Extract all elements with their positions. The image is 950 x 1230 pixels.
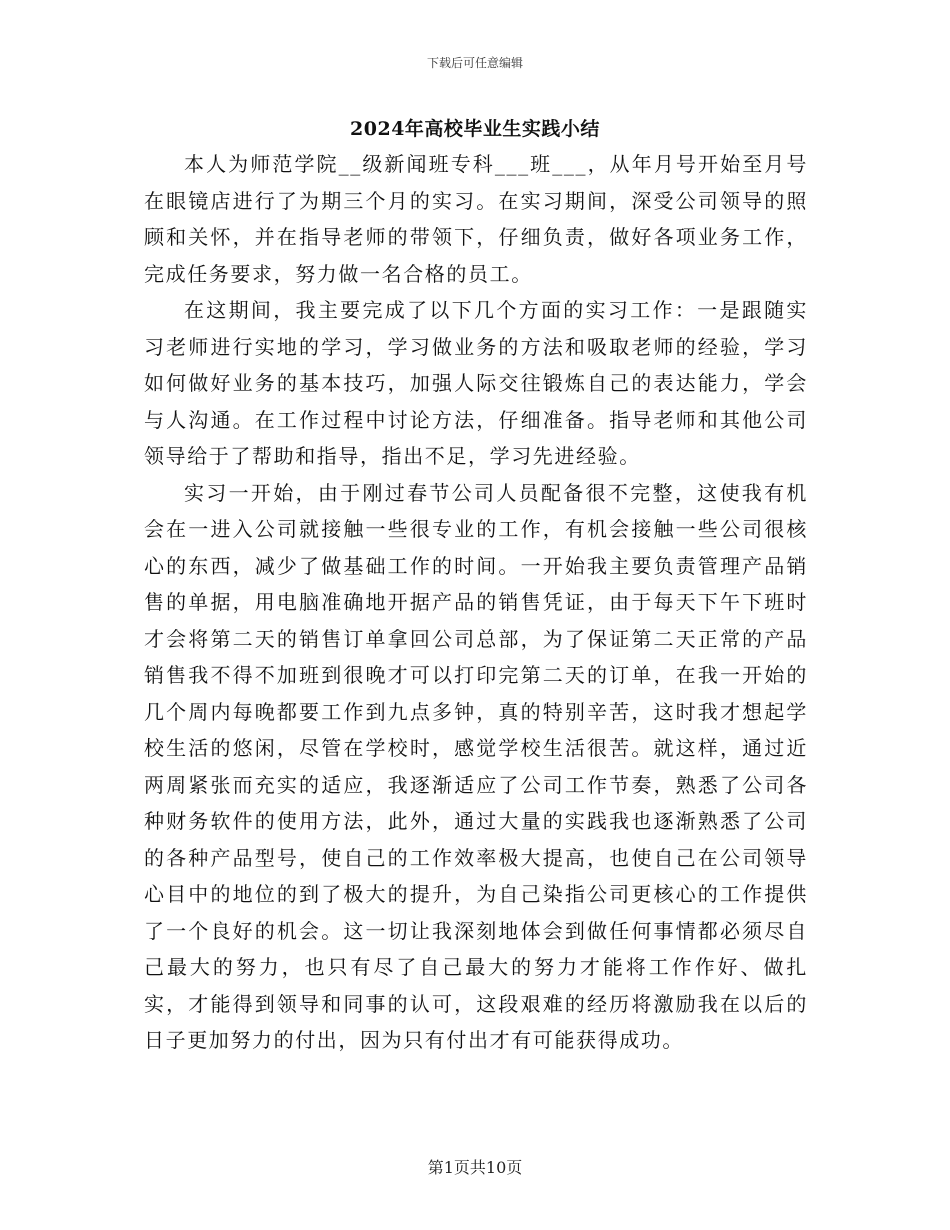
paragraph-3: 实习一开始，由于刚过春节公司人员配备很不完整，这使我有机会在一进入公司就接触一些很专业的工作，有机会接触一些公司很核心的东西，减少了做基础工作的时间。一开始我主要负责管理产品销售的单据，用电脑准确地开据产品的销售凭证，由于每天下午下班时才会将第二天的销售订单拿回公司总部，为了保证第二天正常的产品销售我不得不加班到很晚才可以打印完第二天的订单，在我一开始的几个周内每晚都要工作到九点多钟，真的特别辛苦，这时我才想起学校生活的悠闲，尽管在学校时，感觉学校生活很苦。就这样，通过近两周紧张而充实的适应，我逐渐适应了公司工作节奏，熟悉了公司各种财务软件的使用方法，此外，通过大量的实践我也逐渐熟悉了公司的各种产品型号，使自己的工作效率极大提高，也使自己在公司领导心目中的地位的到了极大的提升，为自己染指公司更核心的工作提供了一个良好的机会。这一切让我深刻地体会到做任何事情都必须尽自己最大的努力，也只有尽了自己最大的努力才能将工作作好、做扎实，才能得到领导和同事的认可，这段艰难的经历将激励我在以后的日子更加努力的付出，因为只有付出才有可能获得成功。	[144, 480, 808, 1052]
page-number-footer: 第1页共10页	[427, 1158, 523, 1177]
document-body	[144, 146, 808, 1059]
paragraph-1: 本人为师范学院__级新闻班专科___班___，从年月号开始至月号在眼镜店进行了为期三个月的实习。在实习期间，深受公司领导的照顾和关怀，并在指导老师的带领下，仔细负责，做好各项业务工作，完成任务要求，努力做一名合格的员工。	[144, 152, 808, 286]
document-title: 2024年高校毕业生实践小结	[350, 118, 600, 140]
header-note: 下载后可任意编辑	[426, 56, 523, 70]
paragraph-2: 在这期间，我主要完成了以下几个方面的实习工作：一是跟随实习老师进行实地的学习，学习做业务的方法和吸取老师的经验，学习如何做好业务的基本技巧，加强人际交往锻炼自己的表达能力，学会与人沟通。在工作过程中讨论方法，仔细准备。指导老师和其他公司领导给于了帮助和指导，指出不足，学习先进经验。	[144, 298, 808, 468]
